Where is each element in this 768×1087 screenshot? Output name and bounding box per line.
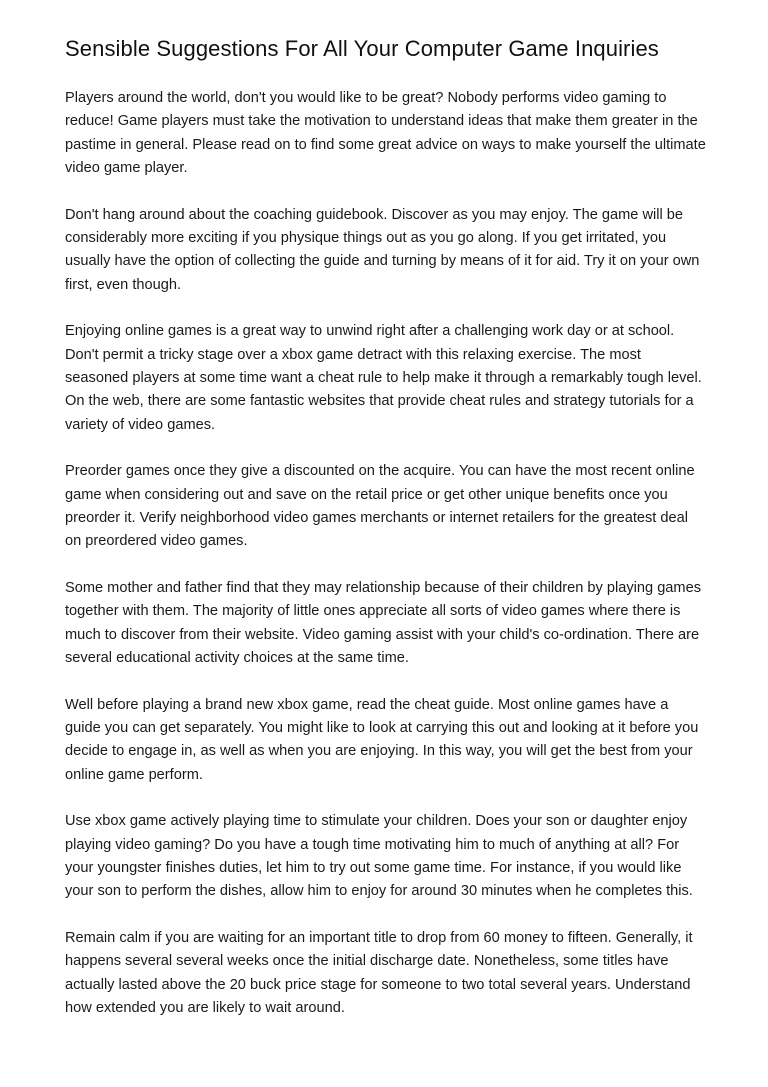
paragraph-3: Enjoying online games is a great way to unwind right after a challenging work day or at school. Don't permit a tricky stage over a xbox game detract with this relaxing exercise. The most seasoned players at some time want a cheat rule to help make it through a remarkably tough level. On the web, there are some fantastic websites that provide cheat rules and strategy tutorials for a variety of video games. xyxy=(65,323,702,433)
paragraph-8: Remain calm if you are waiting for an important title to drop from 60 money to fifteen. Generally, it happens several several weeks once the initial discharge date. Nonetheless, some titles have actually lasted above the 20 buck price stage for someone to two total several years. Understand how extended you are likely to wait around. xyxy=(65,930,693,1016)
paragraph-5: Some mother and father find that they may relationship because of their children by playing games together with them. The majority of little ones appreciate all sorts of video games where there is much to discover from their website. Video gaming assist with your child's co-ordination. There are several educational activity choices at the same time. xyxy=(65,580,701,666)
paragraph-6: Well before playing a brand new xbox game, read the cheat guide. Most online games have a guide you can get separately. You might like to look at carrying this out and looking at it before you decide to engage in, as well as when you are enjoying. In this way, you will get the best from your online game perform. xyxy=(65,696,699,783)
paragraph-1: Players around the world, don't you would like to be great? Nobody performs video gaming to reduce! Game players must take the motivation to understand ideas that make them greater in the pastime in general. Please read on to find some great advice on ways to make yourself the ultimate video game player. xyxy=(65,90,706,176)
paragraph-2: Don't hang around about the coaching guidebook. Discover as you may enjoy. The game will be considerably more exciting if you physique things out as you go along. If you get irritated, you usually have the option of collecting the guide and turning by means of it for aid. Try it on your own first, even though. xyxy=(65,206,700,293)
paragraph-4: Preorder games once they give a discounted on the acquire. You can have the most recent online game when considering out and save on the retail price or get other unique benefits once you preorder it. Verify neighborhood video games merchants or internet retailers for the greatest deal on preordered video games. xyxy=(65,463,695,550)
document-title: Sensible Suggestions For All Your Computer Game Inquiries xyxy=(65,36,659,61)
paragraph-7: Use xbox game actively playing time to stimulate your children. Does your son or daughter enjoy playing video gaming? Do you have a tough time motivating him to much of anything at all? For your youngster finishes duties, let him to try out some game time. For instance, if you would like your son to perform the dishes, allow him to enjoy for around 30 minutes when he completes this. xyxy=(65,813,693,900)
